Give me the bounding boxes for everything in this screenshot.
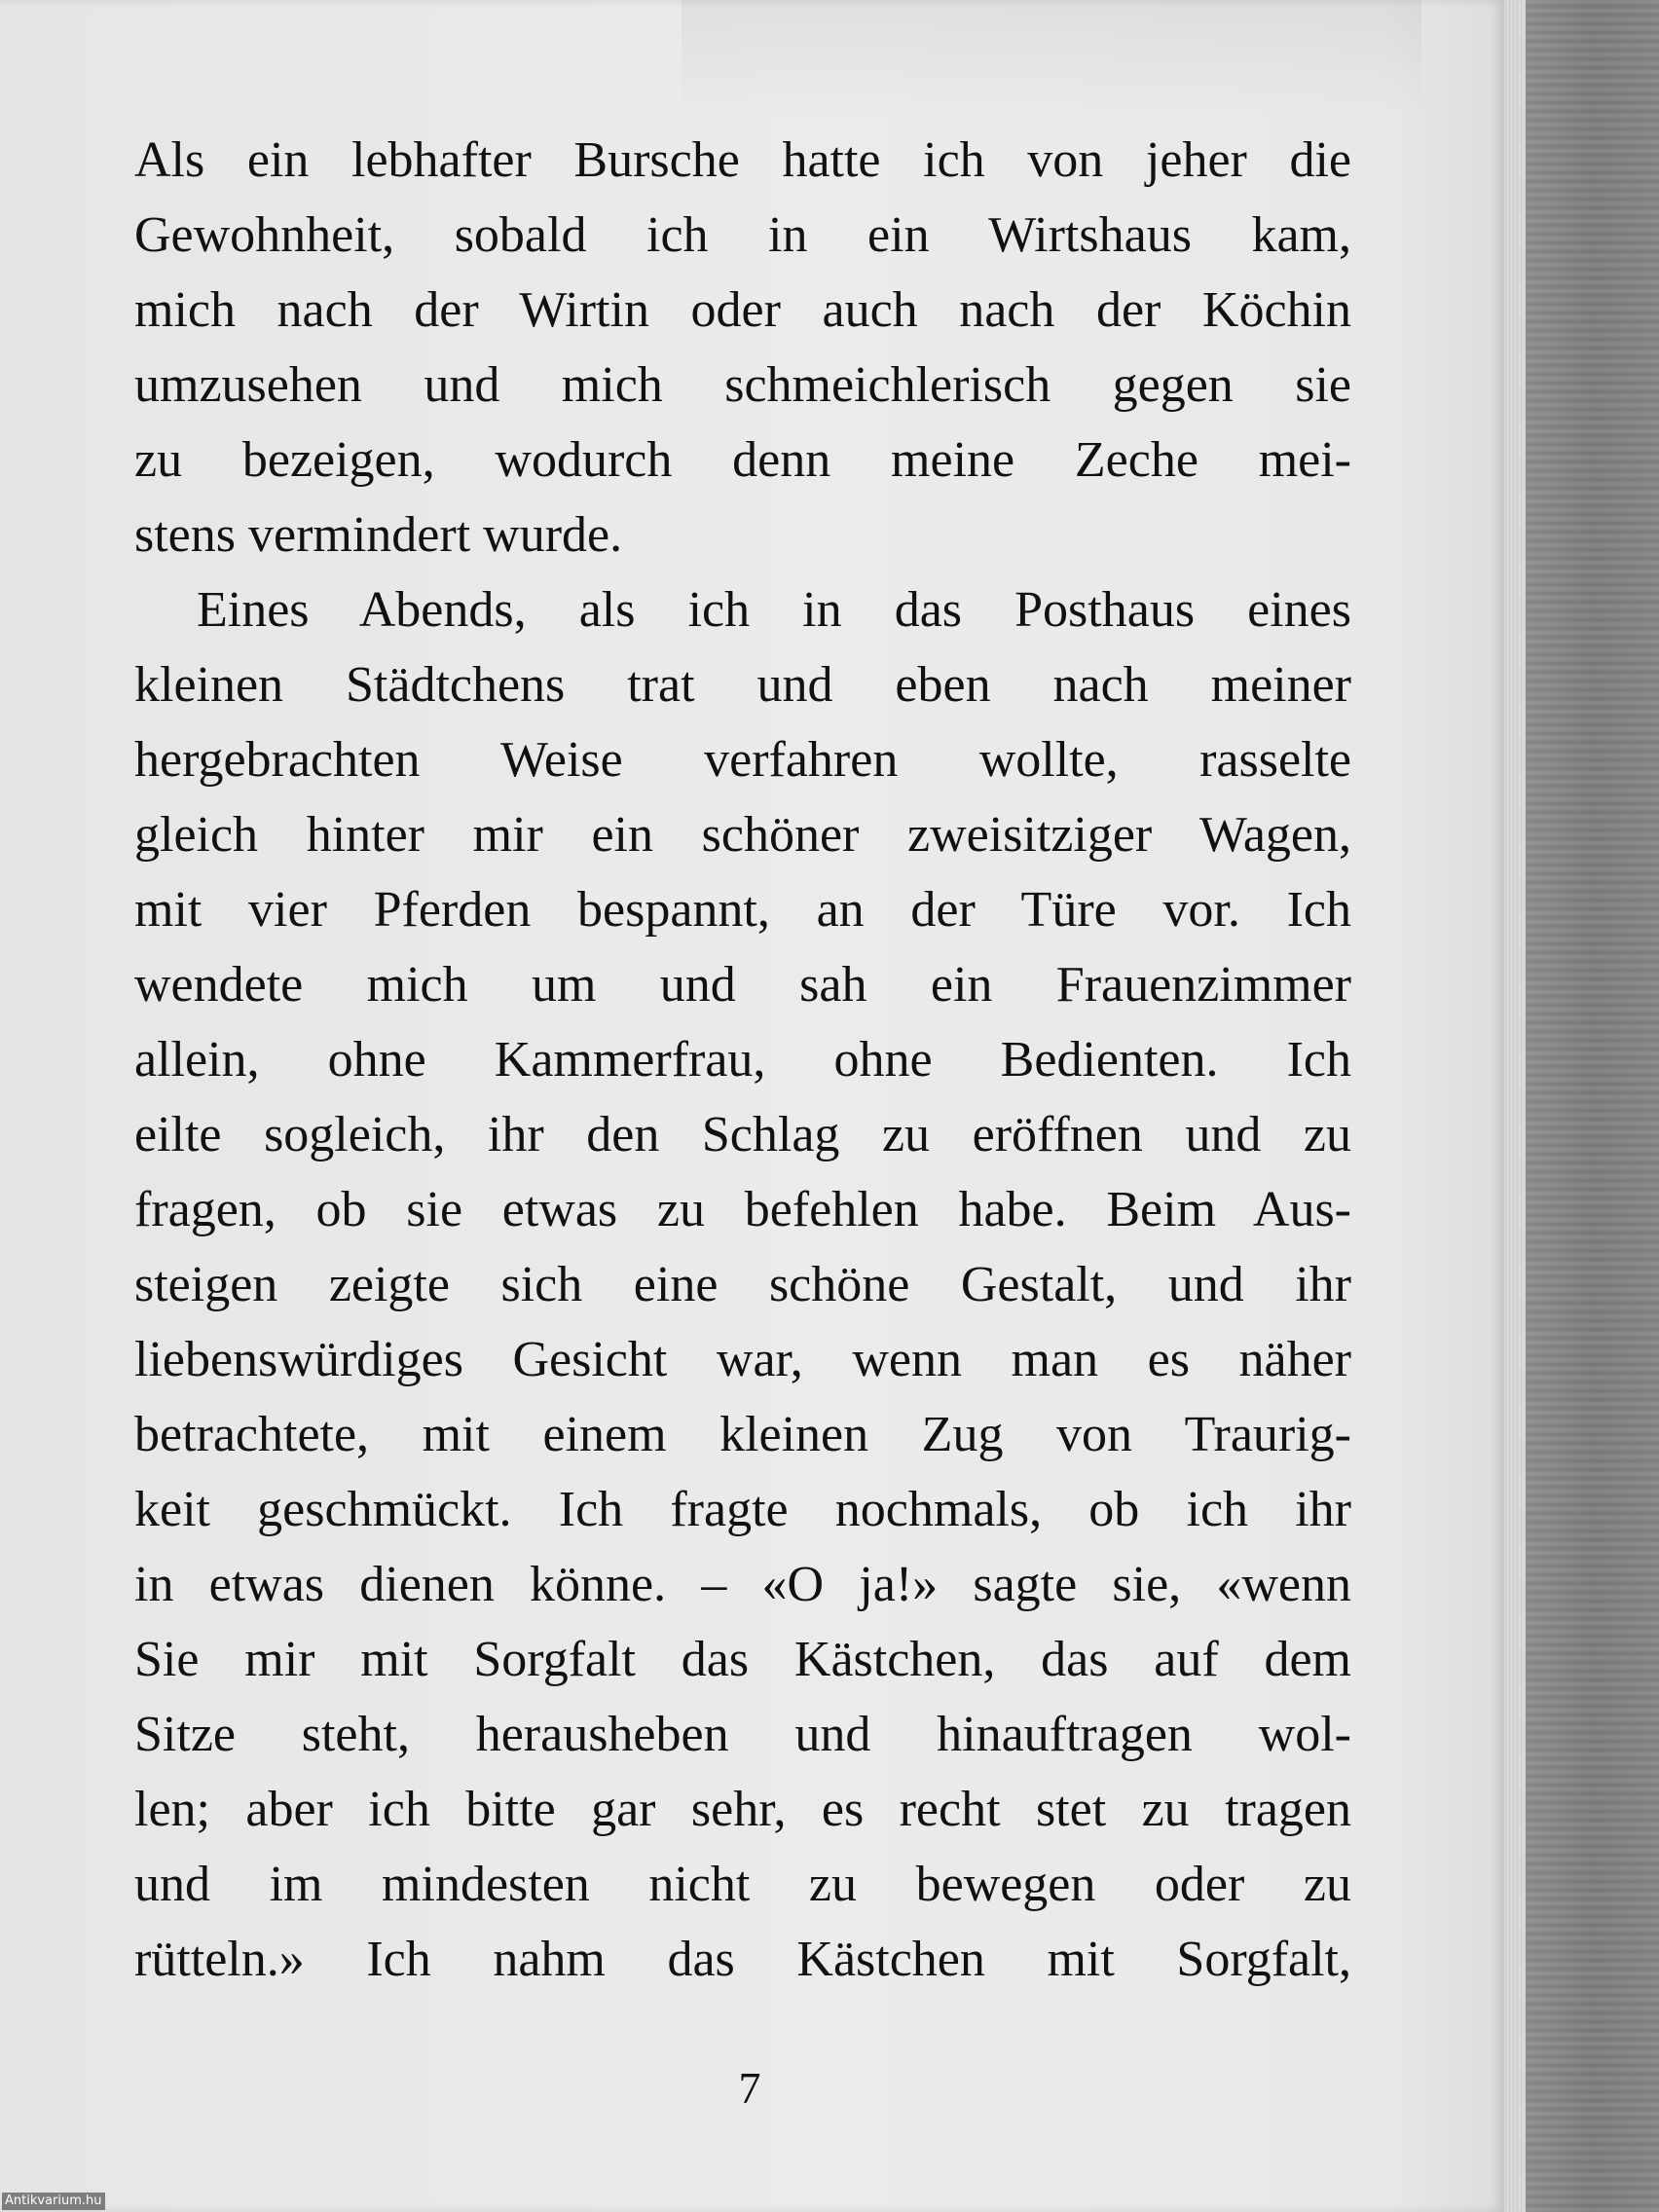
- page-number: 7: [738, 2063, 761, 2113]
- text-line: len; aber ich bitte gar sehr, es recht stet zu tragen: [134, 1782, 1351, 1837]
- text-line: liebenswürdiges Gesicht war, wenn man es näher: [134, 1332, 1351, 1387]
- text-line: umzusehen und mich schmeichlerisch gegen sie: [134, 357, 1351, 413]
- text-line: steigen zeigte sich eine schöne Gestalt, und ihr: [134, 1257, 1351, 1312]
- text-line: fragen, ob sie etwas zu befehlen habe. Beim Aus-: [134, 1182, 1351, 1237]
- text-line: keit geschmückt. Ich fragte nochmals, ob ich ihr: [134, 1482, 1351, 1537]
- text-line: mit vier Pferden bespannt, an der Türe vor. Ich: [134, 882, 1351, 938]
- text-line: Sitze steht, herausheben und hinauftragen wol-: [134, 1707, 1351, 1762]
- paragraph-1: [134, 123, 1351, 572]
- text-line: allein, ohne Kammerfrau, ohne Bedienten. Ich: [134, 1032, 1351, 1088]
- text-line: betrachtete, mit einem kleinen Zug von Traurig-: [134, 1407, 1351, 1462]
- body-text: [134, 123, 1351, 1997]
- page-stack-background: [1526, 0, 1659, 2212]
- text-line: gleich hinter mir ein schöner zweisitziger Wagen,: [134, 807, 1351, 863]
- text-line: wendete mich um und sah ein Frauenzimmer: [134, 957, 1351, 1013]
- text-line: mich nach der Wirtin oder auch nach der Köchin: [134, 282, 1351, 338]
- text-line: Sie mir mit Sorgfalt das Kästchen, das auf dem: [134, 1632, 1351, 1687]
- page-show-through-shadow: [682, 0, 1421, 117]
- watermark-text: Antikvarium.hu: [2, 2193, 105, 2210]
- text-line: hergebrachten Weise verfahren wollte, rasselte: [134, 732, 1351, 788]
- paragraph-2: [134, 572, 1351, 1997]
- text-line: und im mindesten nicht zu bewegen oder zu: [134, 1857, 1351, 1912]
- text-line: stens vermindert wurde.: [134, 507, 623, 563]
- page-edge: [1504, 0, 1526, 2212]
- text-line: Gewohnheit, sobald ich in ein Wirtshaus kam,: [134, 207, 1351, 263]
- text-line: Als ein lebhafter Bursche hatte ich von jeher die: [134, 132, 1351, 188]
- text-line: rütteln.» Ich nahm das Kästchen mit Sorgfalt,: [134, 1932, 1351, 1987]
- text-line: kleinen Städtchens trat und eben nach meiner: [134, 657, 1351, 713]
- text-line: zu bezeigen, wodurch denn meine Zeche mei-: [134, 432, 1351, 488]
- text-line: Eines Abends, als ich in das Posthaus eines: [197, 582, 1351, 638]
- text-line: in etwas dienen könne. – «O ja!» sagte sie, «wenn: [134, 1557, 1351, 1612]
- text-line: eilte sogleich, ihr den Schlag zu eröffnen und zu: [134, 1107, 1351, 1162]
